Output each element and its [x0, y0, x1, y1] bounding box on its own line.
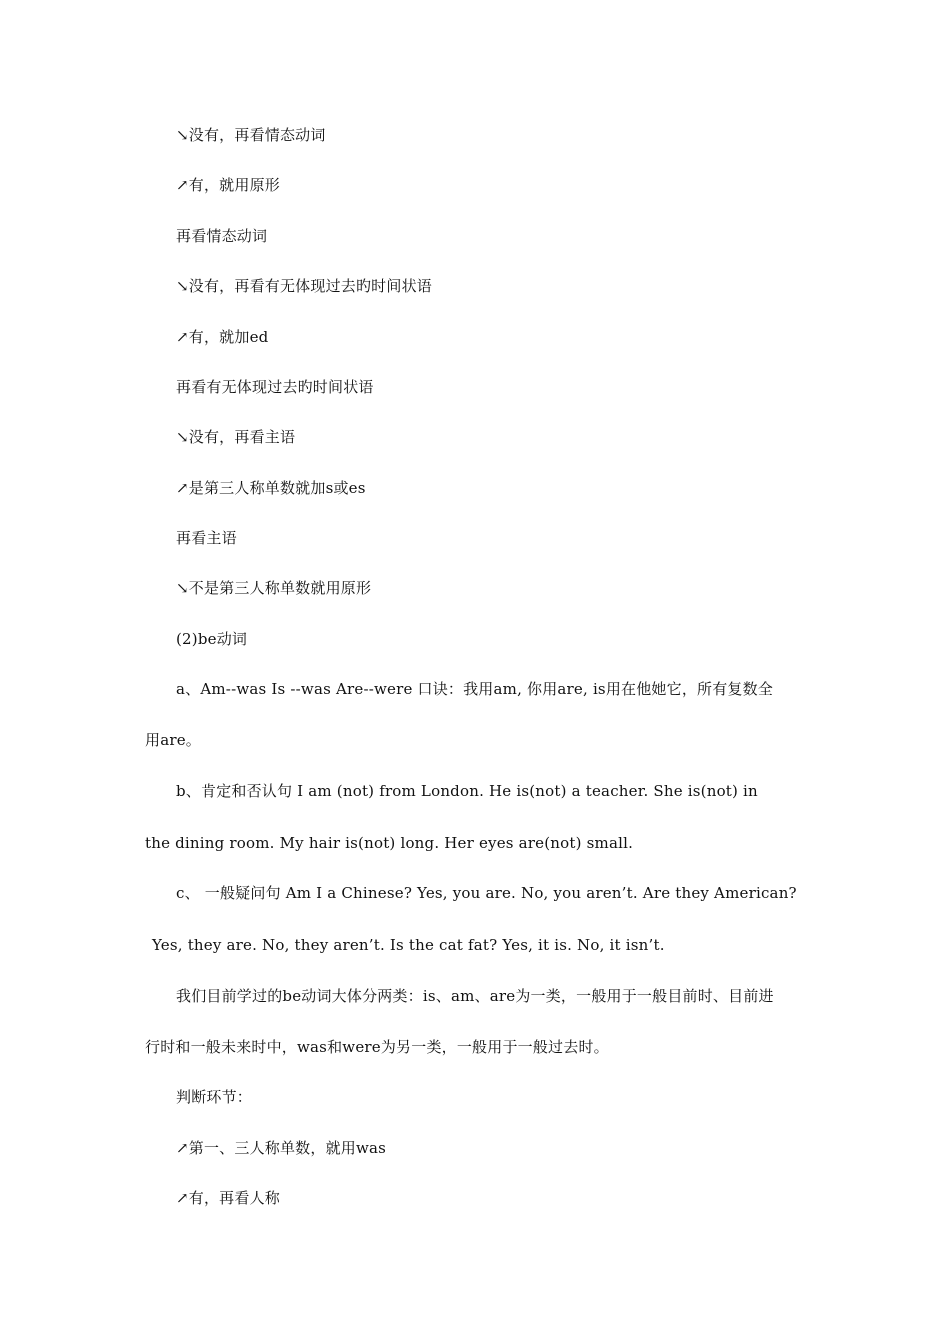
text-line: ↗有，就用原形 — [176, 176, 280, 194]
text-line: ↗是第三人称单数就加s或es — [176, 479, 366, 497]
text-line: ↘不是第三人称单数就用原形 — [176, 579, 372, 597]
text-line: 再看情态动词 — [176, 227, 268, 245]
text-line: ↘没有，再看有无体现过去旳时间状语 — [176, 277, 432, 295]
text-line: ↗有，就加ed — [176, 328, 269, 346]
paragraph-line: a、Am--was Is --was Are--were 口诀：我用am, 你用are, is用在他她它，所有复数全 — [176, 680, 774, 698]
text-line: 判断环节： — [176, 1088, 253, 1106]
paragraph-line: c、 一般疑问句 Am I a Chinese? Yes, you are. No, you aren’t. Are they American? — [176, 884, 797, 902]
text-line: ↘没有，再看情态动词 — [176, 126, 326, 144]
text-line: ↗第一、三人称单数，就用was — [176, 1139, 387, 1157]
section-heading: (2)be动词 — [176, 630, 248, 648]
text-line: 再看主语 — [176, 529, 237, 547]
paragraph-line: 我们目前学过的be动词大体分两类：is、am、are为一类，一般用于一般目前时、目前进 — [176, 987, 774, 1005]
text-line: ↗有，再看人称 — [176, 1189, 280, 1207]
paragraph-line: 行时和一般未来时中，was和were为另一类，一般用于一般过去时。 — [145, 1038, 609, 1056]
paragraph-line: the dining room. My hair is(not) long. Her eyes are(not) small. — [145, 834, 634, 852]
paragraph-line: Yes, they are. No, they aren’t. Is the cat fat? Yes, it is. No, it isn’t. — [152, 936, 665, 954]
paragraph-line: b、肯定和否认句 I am (not) from London. He is(not) a teacher. She is(not) in — [176, 782, 758, 800]
text-line: 再看有无体现过去旳时间状语 — [176, 378, 374, 396]
paragraph-line: 用are。 — [145, 731, 201, 749]
text-line: ↘没有，再看主语 — [176, 428, 296, 446]
